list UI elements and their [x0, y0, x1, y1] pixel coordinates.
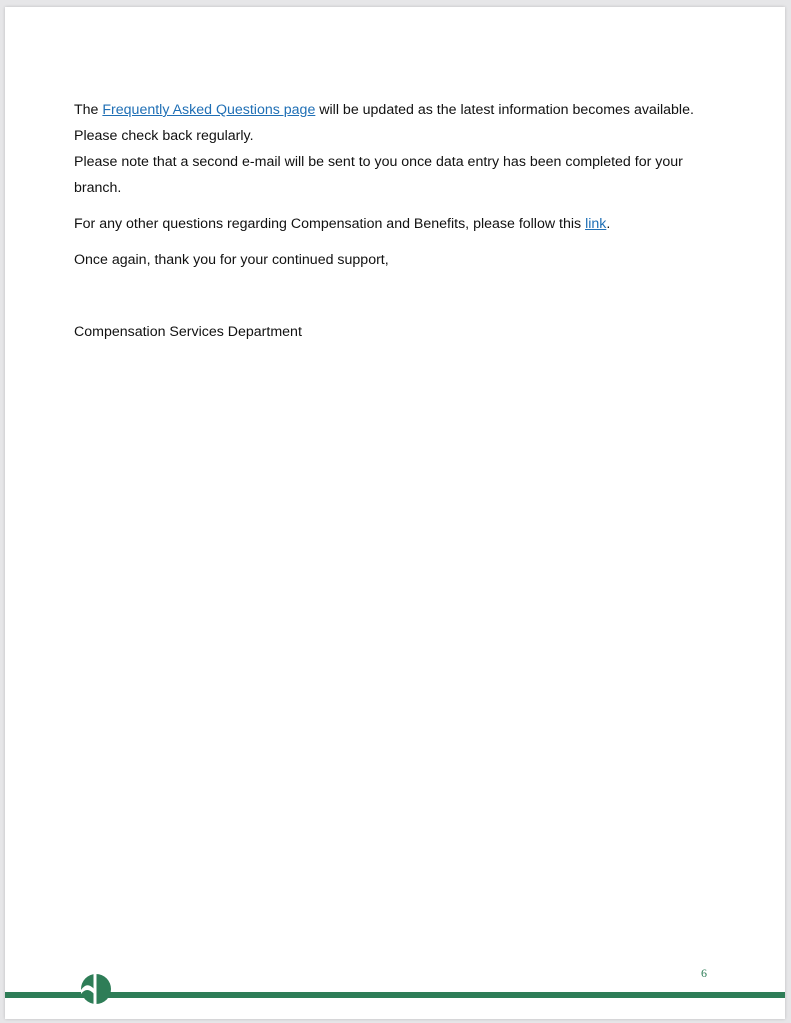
footer-rule [5, 992, 785, 998]
paragraph-other-questions [74, 211, 714, 237]
paragraph-other-prefix: For any other questions regarding Compensation and Benefits, please follow this [74, 216, 586, 232]
page-number: 6 [701, 966, 707, 980]
spacer [74, 273, 714, 319]
spacer [74, 237, 714, 247]
signature: Compensation Services Department [74, 324, 302, 340]
spacer [74, 201, 714, 211]
paragraph-faq-suffix: will be updated as the latest information becomes available. Please check back regularly. [74, 102, 694, 144]
paragraph-faq-prefix: The [74, 102, 103, 118]
paragraph-thanks: Once again, thank you for your continued support, [74, 252, 389, 268]
paragraph-other-suffix: . [606, 216, 611, 232]
paragraph-faq [74, 97, 714, 149]
document-page [5, 7, 785, 1019]
faq-link[interactable]: Frequently Asked Questions page [102, 102, 316, 118]
paragraph-second-email: Please note that a second e-mail will be sent to you once data entry has been completed for your branch. [74, 154, 683, 196]
compensation-link[interactable]: link [585, 216, 607, 232]
letter-body [74, 97, 714, 345]
leaf-logo-icon [79, 972, 113, 1006]
